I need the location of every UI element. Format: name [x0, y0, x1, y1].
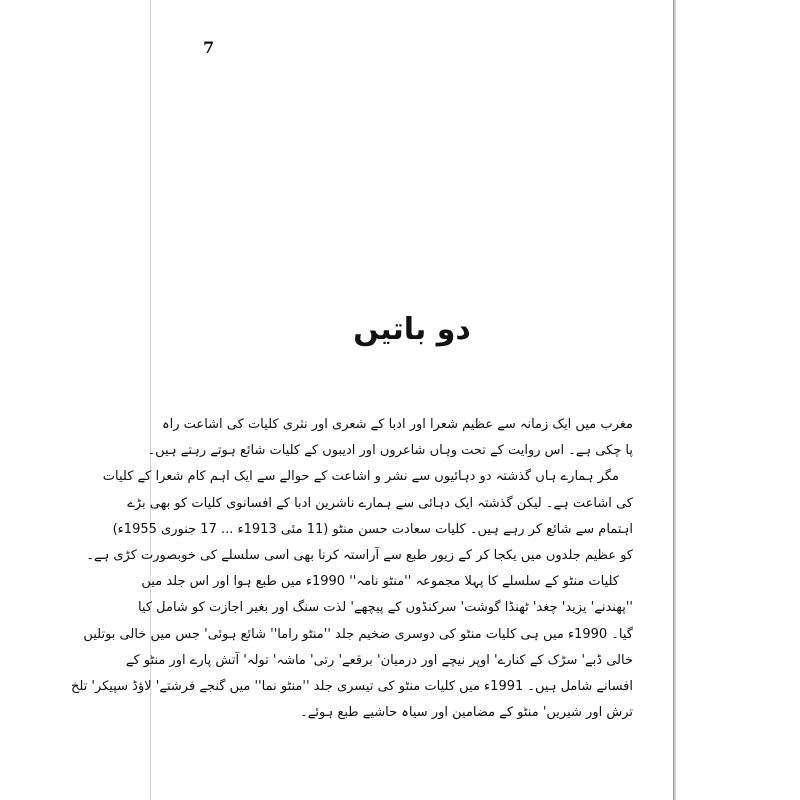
- body-text: [70, 412, 633, 726]
- text-line: افسانے شامل ہیں۔ 1991ء میں کلیات منٹو کی تیسری جلد ''منٹو نما'' میں گنجے فرشتے' لاؤڈ سپیکر' تلخ: [70, 678, 633, 694]
- book-page: [70, 0, 674, 800]
- text-line: ''پھندنے' یزید' چغد' ٹھنڈا گوشت' سرکنڈوں کے پیچھے' لذت سنگ اور بغیر اجازت کو شامل کیا: [137, 600, 633, 616]
- text-line: مگر ہمارے ہاں گذشتہ دو دہائیوں سے نشر و اشاعت کے حوالے سے ایک اہم کام شعرا کے کلیات: [102, 469, 619, 485]
- page-number: 7: [203, 38, 215, 57]
- text-line: خالی ڈبے' سڑک کے کنارے' اوپر نیچے اور درمیان' برقعے' رتی' ماشہ' تولہ' آتش پارے اور منٹو کے: [125, 652, 633, 668]
- text-line: کلیات منٹو کے سلسلے کا پہلا مجموعہ ''منٹو نامہ'' 1990ء میں طبع ہوا اور اس جلد میں: [141, 574, 619, 590]
- text-line: کی اشاعت ہے۔ لیکن گذشتہ ایک دہائی سے ہمارے ناشرین ادبا کے افسانوی کلیات کو بھی بڑے: [127, 495, 633, 511]
- text-line: اہتمام سے شائع کر رہے ہیں۔ کلیات سعادت حسن منٹو (11 مئی 1913ء ... 17 جنوری 1955ء): [112, 521, 633, 537]
- chapter-title: دو باتیں: [353, 312, 471, 347]
- text-line: گیا۔ 1990ء میں ہی کلیات منٹو کی دوسری ضخیم جلد ''منٹو راما'' شائع ہوئی' جس میں خالی بوتلیں: [83, 626, 633, 642]
- text-line: پا چکی ہے۔ اس روایت کے تحت وہاں شاعروں اور ادیبوں کے کلیات شائع ہوتے رہتے ہیں۔: [147, 443, 633, 459]
- text-line: کو عظیم جلدوں میں یکجا کر کے زیور طبع سے آراستہ کرنا بھی اسی سلسلے کی خوبصورت کڑی ہے۔: [86, 547, 633, 563]
- text-line: ترش اور شیریں' منٹو کے مضامین اور سیاہ حاشیے طبع ہوئے۔: [300, 705, 633, 721]
- text-line: مغرب میں ایک زمانہ سے عظیم شعرا اور ادبا کے شعری اور نثری کلیات کی اشاعت راہ: [162, 417, 633, 432]
